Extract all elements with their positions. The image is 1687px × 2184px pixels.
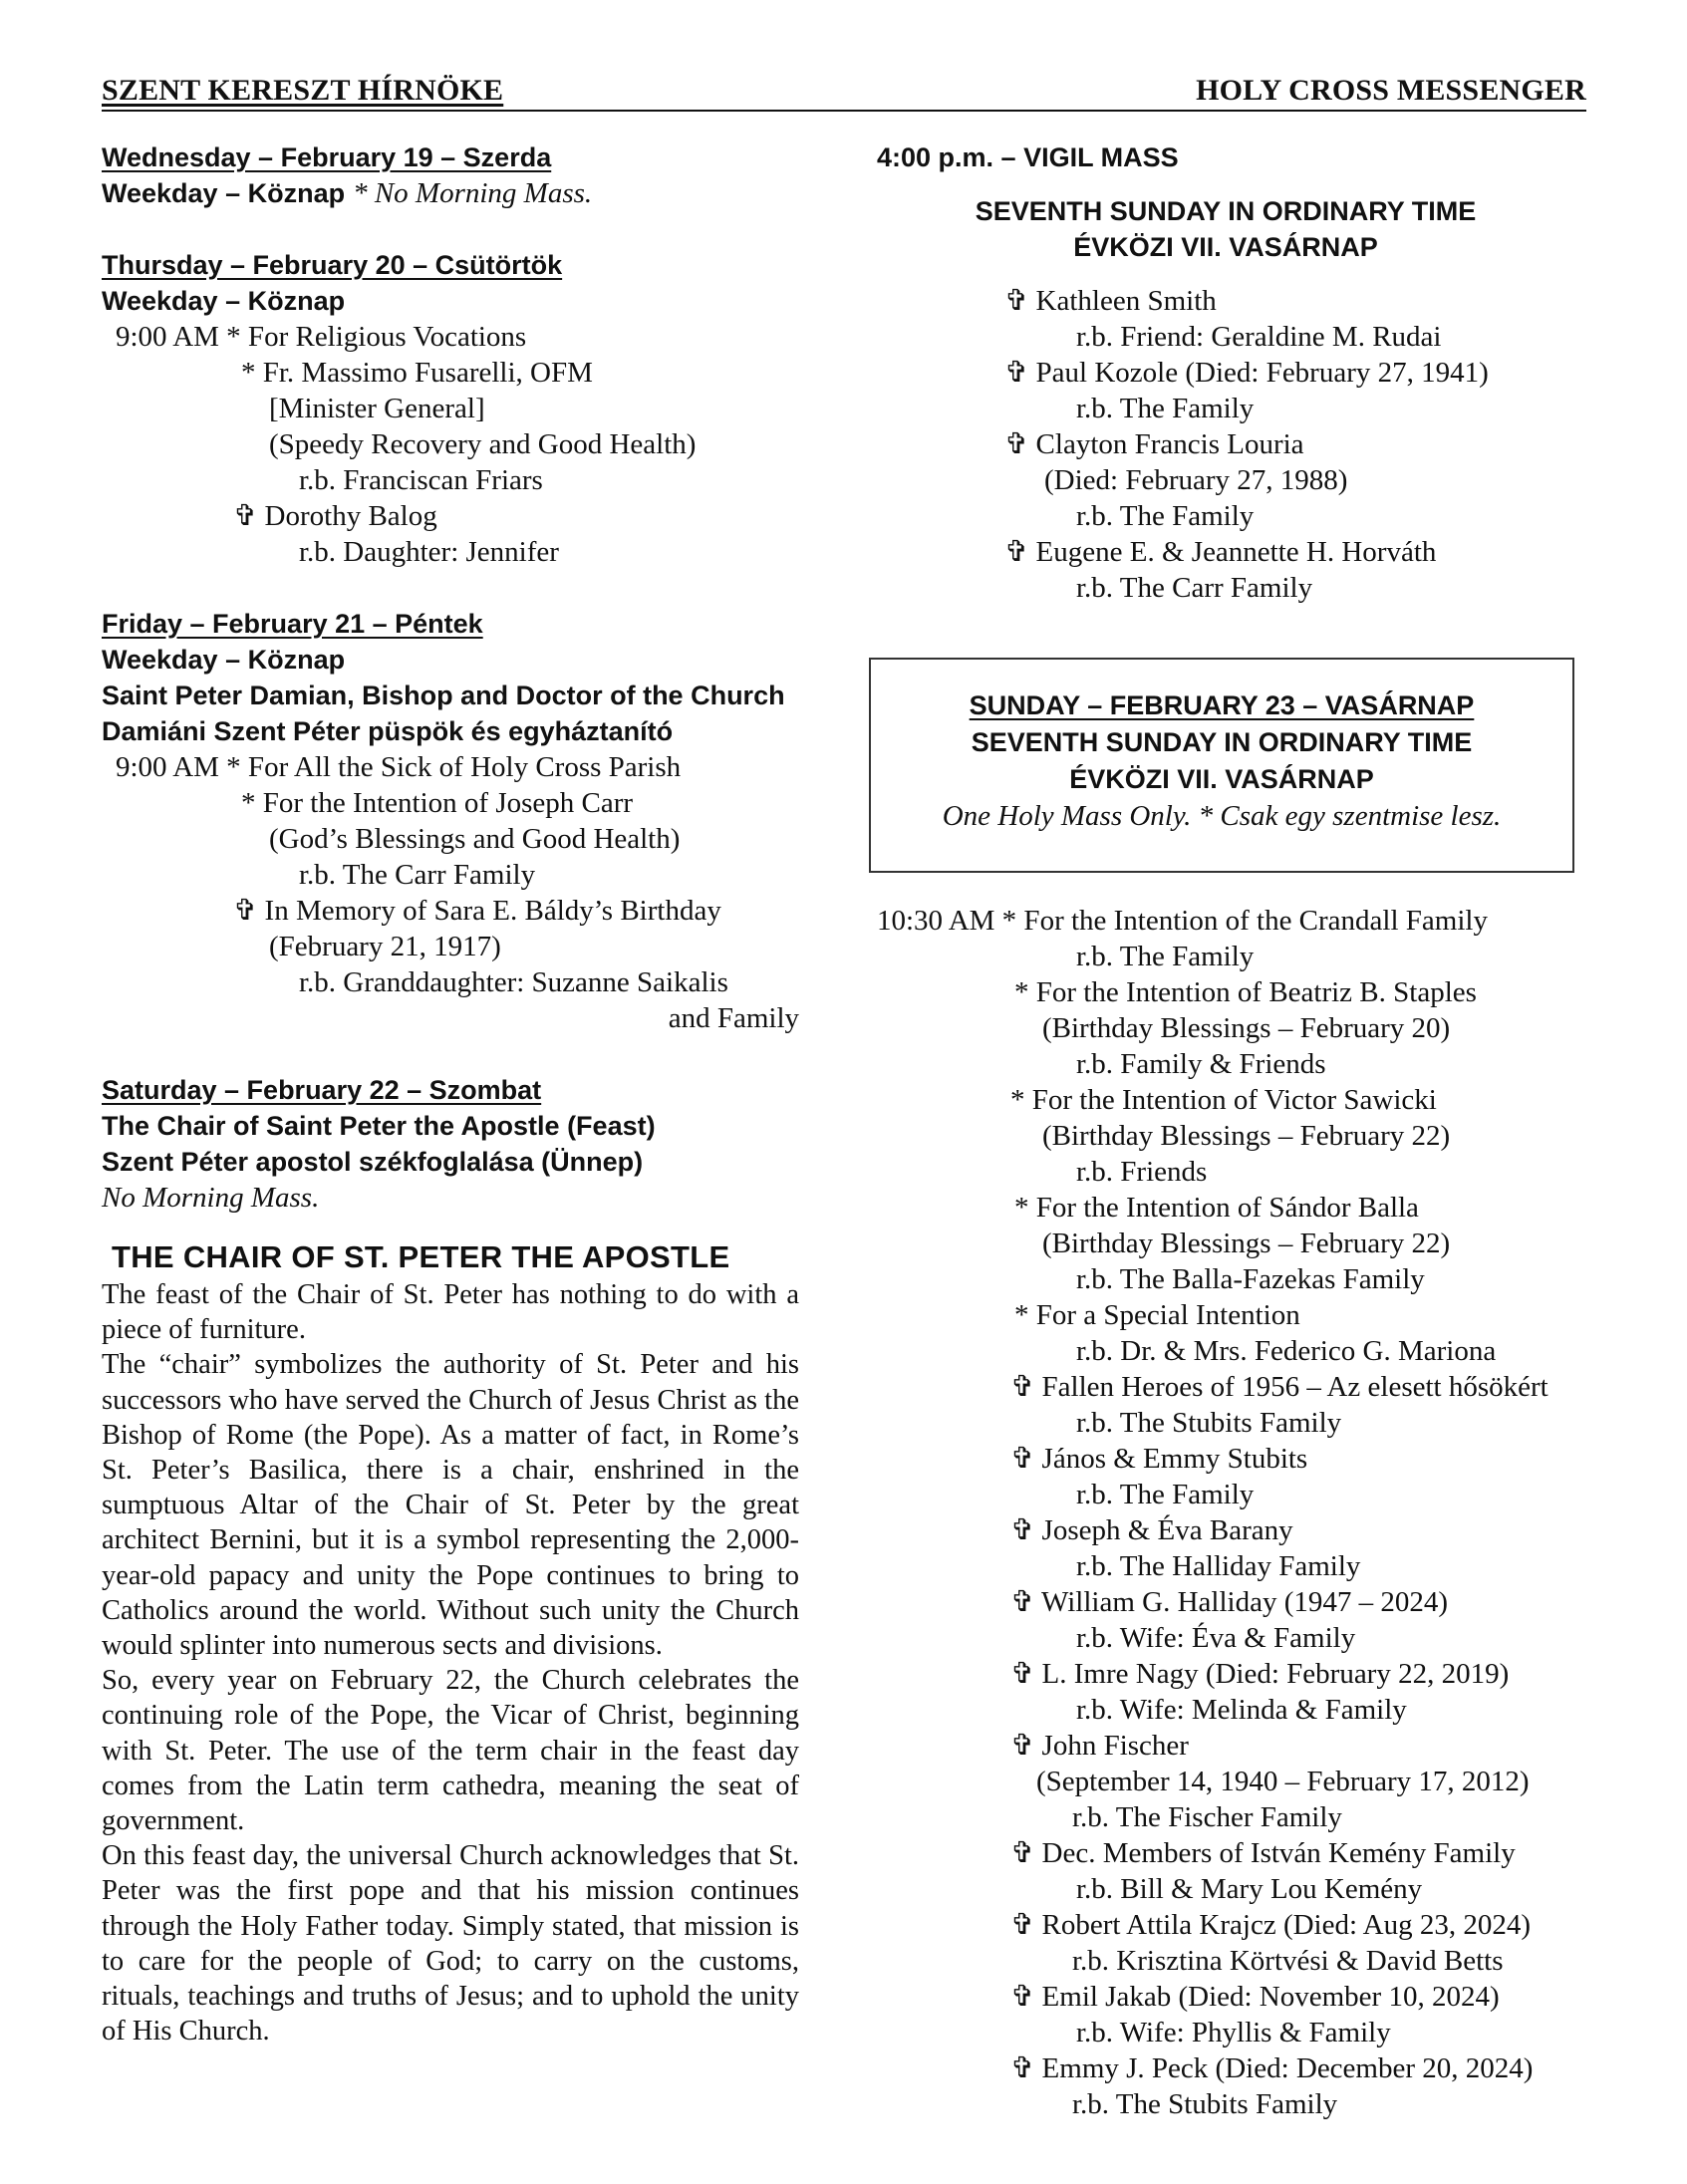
mass-intention: * Fr. Massimo Fusarelli, OFM <box>241 357 593 389</box>
mass-intention: 9:00 AM * For Religious Vocations <box>116 321 527 353</box>
requested-by: r.b. Wife: Melinda & Family <box>1076 1694 1407 1726</box>
day-heading: Thursday – February 20 – Csütörtök <box>102 250 563 280</box>
requested-by: r.b. The Family <box>1076 393 1255 424</box>
requested-by: r.b. Dr. & Mrs. Federico G. Mariona <box>1076 1335 1497 1367</box>
requested-by: r.b. Franciscan Friars <box>299 464 543 496</box>
page-header <box>102 70 1586 112</box>
memorial-intention: ✞ Kathleen Smith <box>1004 285 1217 317</box>
weekday-label: Weekday – Köznap <box>102 286 346 316</box>
mass-note: No Morning Mass. <box>102 1182 320 1214</box>
memorial-intention: ✞ L. Imre Nagy (Died: February 22, 2019) <box>1010 1658 1510 1690</box>
day-heading: Friday – February 21 – Péntek <box>102 609 483 639</box>
mass-intention-detail: (Died: February 27, 1988) <box>1044 464 1348 496</box>
mass-intention-detail: (Birthday Blessings – February 20) <box>1042 1012 1451 1044</box>
sunday-notice-box <box>869 658 1574 873</box>
mass-intention-detail: (Speedy Recovery and Good Health) <box>269 428 697 460</box>
memorial-intention: ✞ Fallen Heroes of 1956 – Az elesett hősökért <box>1010 1371 1548 1403</box>
mass-intention-detail: (God’s Blessings and Good Health) <box>269 823 681 855</box>
requested-by: r.b. The Family <box>1076 500 1255 532</box>
article-paragraph: On this feast day, the universal Church acknowledges that St. Peter was the first pope and that his mission continues through the Holy Father today. Simply stated, that mission is to care for the people of God; to carry on the customs, rituals, teachings and truths of Jesus; and to uphold the unity of His Church. <box>102 1840 799 2048</box>
article-paragraph: The “chair” symbolizes the authority of St. Peter and his successors who have served the Church of Jesus Christ as the Bishop of Rome (the Pope). As a matter of fact, in Rome’s St. Peter’s Basilica, there is a chair, enshrined in the sumptuous Altar of the Chair of St. Peter by the great architect Bernini, but it is a symbol representing the 2,000-year-old papacy and unity the Pope continues to bring to Catholics around the world. Without such unity the Church would splinter into numerous sects and divisions. <box>102 1349 799 1662</box>
requested-by: r.b. Friend: Geraldine M. Rudai <box>1076 321 1442 353</box>
memorial-intention: ✞ John Fischer <box>1010 1730 1189 1762</box>
mass-note: * No Morning Mass. <box>353 177 593 209</box>
sunday-name-en: SEVENTH SUNDAY IN ORDINARY TIME <box>975 196 1477 226</box>
memorial-intention: ✞ Emmy J. Peck (Died: December 20, 2024) <box>1010 2052 1534 2084</box>
requested-by: r.b. The Carr Family <box>1076 572 1313 604</box>
requested-by: r.b. The Balla-Fazekas Family <box>1076 1263 1425 1295</box>
article-title: THE CHAIR OF ST. PETER THE APOSTLE <box>112 1239 730 1274</box>
requested-by: r.b. Family & Friends <box>1076 1048 1326 1080</box>
vigil-heading: 4:00 p.m. – VIGIL MASS <box>877 142 1179 172</box>
thursday-section <box>102 247 799 570</box>
mass-intention: 10:30 AM * For the Intention of the Crandall Family <box>877 905 1488 937</box>
sunday-name-en: SEVENTH SUNDAY IN ORDINARY TIME <box>971 727 1473 757</box>
feast-name-hu: Szent Péter apostol székfoglalása (Ünnep) <box>102 1147 644 1177</box>
requested-by: r.b. The Halliday Family <box>1076 1550 1361 1582</box>
mass-intention: 9:00 AM * For All the Sick of Holy Cross Parish <box>116 751 682 783</box>
memorial-intention: ✞ Dec. Members of István Kemény Family <box>1010 1837 1516 1869</box>
day-heading: Wednesday – February 19 – Szerda <box>102 142 552 172</box>
memorial-intention: ✞ Emil Jakab (Died: November 10, 2024) <box>1010 1981 1500 2013</box>
memorial-intention: ✞ Dorothy Balog <box>233 500 437 532</box>
mass-intention: * For a Special Intention <box>1014 1299 1300 1331</box>
mass-intention-detail: (Birthday Blessings – February 22) <box>1042 1120 1451 1152</box>
memorial-intention: ✞ János & Emmy Stubits <box>1010 1443 1308 1475</box>
requested-by: r.b. The Family <box>1076 941 1255 972</box>
article-paragraph: So, every year on February 22, the Church celebrates the continuing role of the Pope, the Vicar of Christ, beginning with St. Peter. The use of the term chair in the feast day comes from the Latin term cathedra, meaning the seat of government. <box>102 1665 799 1837</box>
weekday-label: Weekday – Köznap <box>102 178 346 208</box>
requested-by: r.b. The Fischer Family <box>1072 1801 1342 1833</box>
mass-intention-detail: (Birthday Blessings – February 22) <box>1042 1228 1451 1259</box>
requested-by: r.b. The Stubits Family <box>1076 1407 1342 1439</box>
memorial-intention: ✞ Paul Kozole (Died: February 27, 1941) <box>1004 357 1489 389</box>
vigil-mass-section <box>877 139 1594 606</box>
right-column <box>877 139 1594 606</box>
feast-name-hu: Damiáni Szent Péter püspök és egyháztanító <box>102 716 674 746</box>
header-left-title: SZENT KERESZT HÍRNÖKE <box>102 74 504 107</box>
mass-note: One Holy Mass Only. * Csak egy szentmise lesz. <box>942 800 1502 832</box>
sunday-name-hu: ÉVKÖZI VII. VASÁRNAP <box>1069 764 1374 794</box>
mass-intention: * For the Intention of Joseph Carr <box>241 787 634 819</box>
requested-by: r.b. Wife: Éva & Family <box>1076 1622 1356 1654</box>
header-right-title: HOLY CROSS MESSENGER <box>1196 74 1586 107</box>
sunday-mass-list <box>877 903 1594 2122</box>
sunday-name-hu: ÉVKÖZI VII. VASÁRNAP <box>1073 232 1378 262</box>
requested-by: r.b. The Stubits Family <box>1072 2088 1338 2120</box>
article <box>102 1237 799 2048</box>
requested-by: r.b. Daughter: Jennifer <box>299 536 559 568</box>
mass-intention-detail: (September 14, 1940 – February 17, 2012) <box>1036 1766 1530 1797</box>
requested-by: r.b. Krisztina Körtvési & David Betts <box>1072 1945 1504 1977</box>
requested-by: r.b. Granddaughter: Suzanne Saikalis <box>299 966 728 998</box>
memorial-intention: ✞ In Memory of Sara E. Báldy’s Birthday <box>233 895 721 927</box>
requested-by: r.b. The Family <box>1076 1479 1255 1510</box>
requested-by: r.b. Friends <box>1076 1156 1208 1188</box>
mass-intention: * For the Intention of Beatriz B. Staples <box>1014 976 1477 1008</box>
weekday-label: Weekday – Köznap <box>102 645 346 675</box>
requested-by-continued: and Family <box>668 1002 799 1034</box>
requested-by: r.b. Bill & Mary Lou Kemény <box>1076 1873 1423 1905</box>
day-heading: Saturday – February 22 – Szombat <box>102 1075 542 1105</box>
mass-intention-detail: (February 21, 1917) <box>269 931 501 962</box>
requested-by: r.b. The Carr Family <box>299 859 536 891</box>
saturday-section <box>102 1072 799 1216</box>
memorial-intention: ✞ William G. Halliday (1947 – 2024) <box>1010 1586 1449 1618</box>
feast-name-en: Saint Peter Damian, Bishop and Doctor of the Church <box>102 681 785 710</box>
article-paragraph: The feast of the Chair of St. Peter has nothing to do with a piece of furniture. <box>102 1279 799 1346</box>
requested-by: r.b. Wife: Phyllis & Family <box>1076 2017 1391 2048</box>
friday-section <box>102 606 799 1036</box>
left-column <box>102 139 799 2048</box>
mass-intention: * For the Intention of Victor Sawicki <box>1010 1084 1437 1116</box>
memorial-intention: ✞ Eugene E. & Jeannette H. Horváth <box>1004 536 1437 568</box>
mass-intention: * For the Intention of Sándor Balla <box>1014 1192 1419 1224</box>
memorial-intention: ✞ Joseph & Éva Barany <box>1010 1514 1293 1546</box>
memorial-intention: ✞ Clayton Francis Louria <box>1004 428 1304 460</box>
mass-intention-detail: [Minister General] <box>269 393 485 424</box>
feast-name-en: The Chair of Saint Peter the Apostle (Feast) <box>102 1111 656 1141</box>
memorial-intention: ✞ Robert Attila Krajcz (Died: Aug 23, 2024) <box>1010 1909 1532 1941</box>
day-heading: SUNDAY – FEBRUARY 23 – VASÁRNAP <box>969 690 1475 720</box>
wednesday-section <box>102 139 799 211</box>
